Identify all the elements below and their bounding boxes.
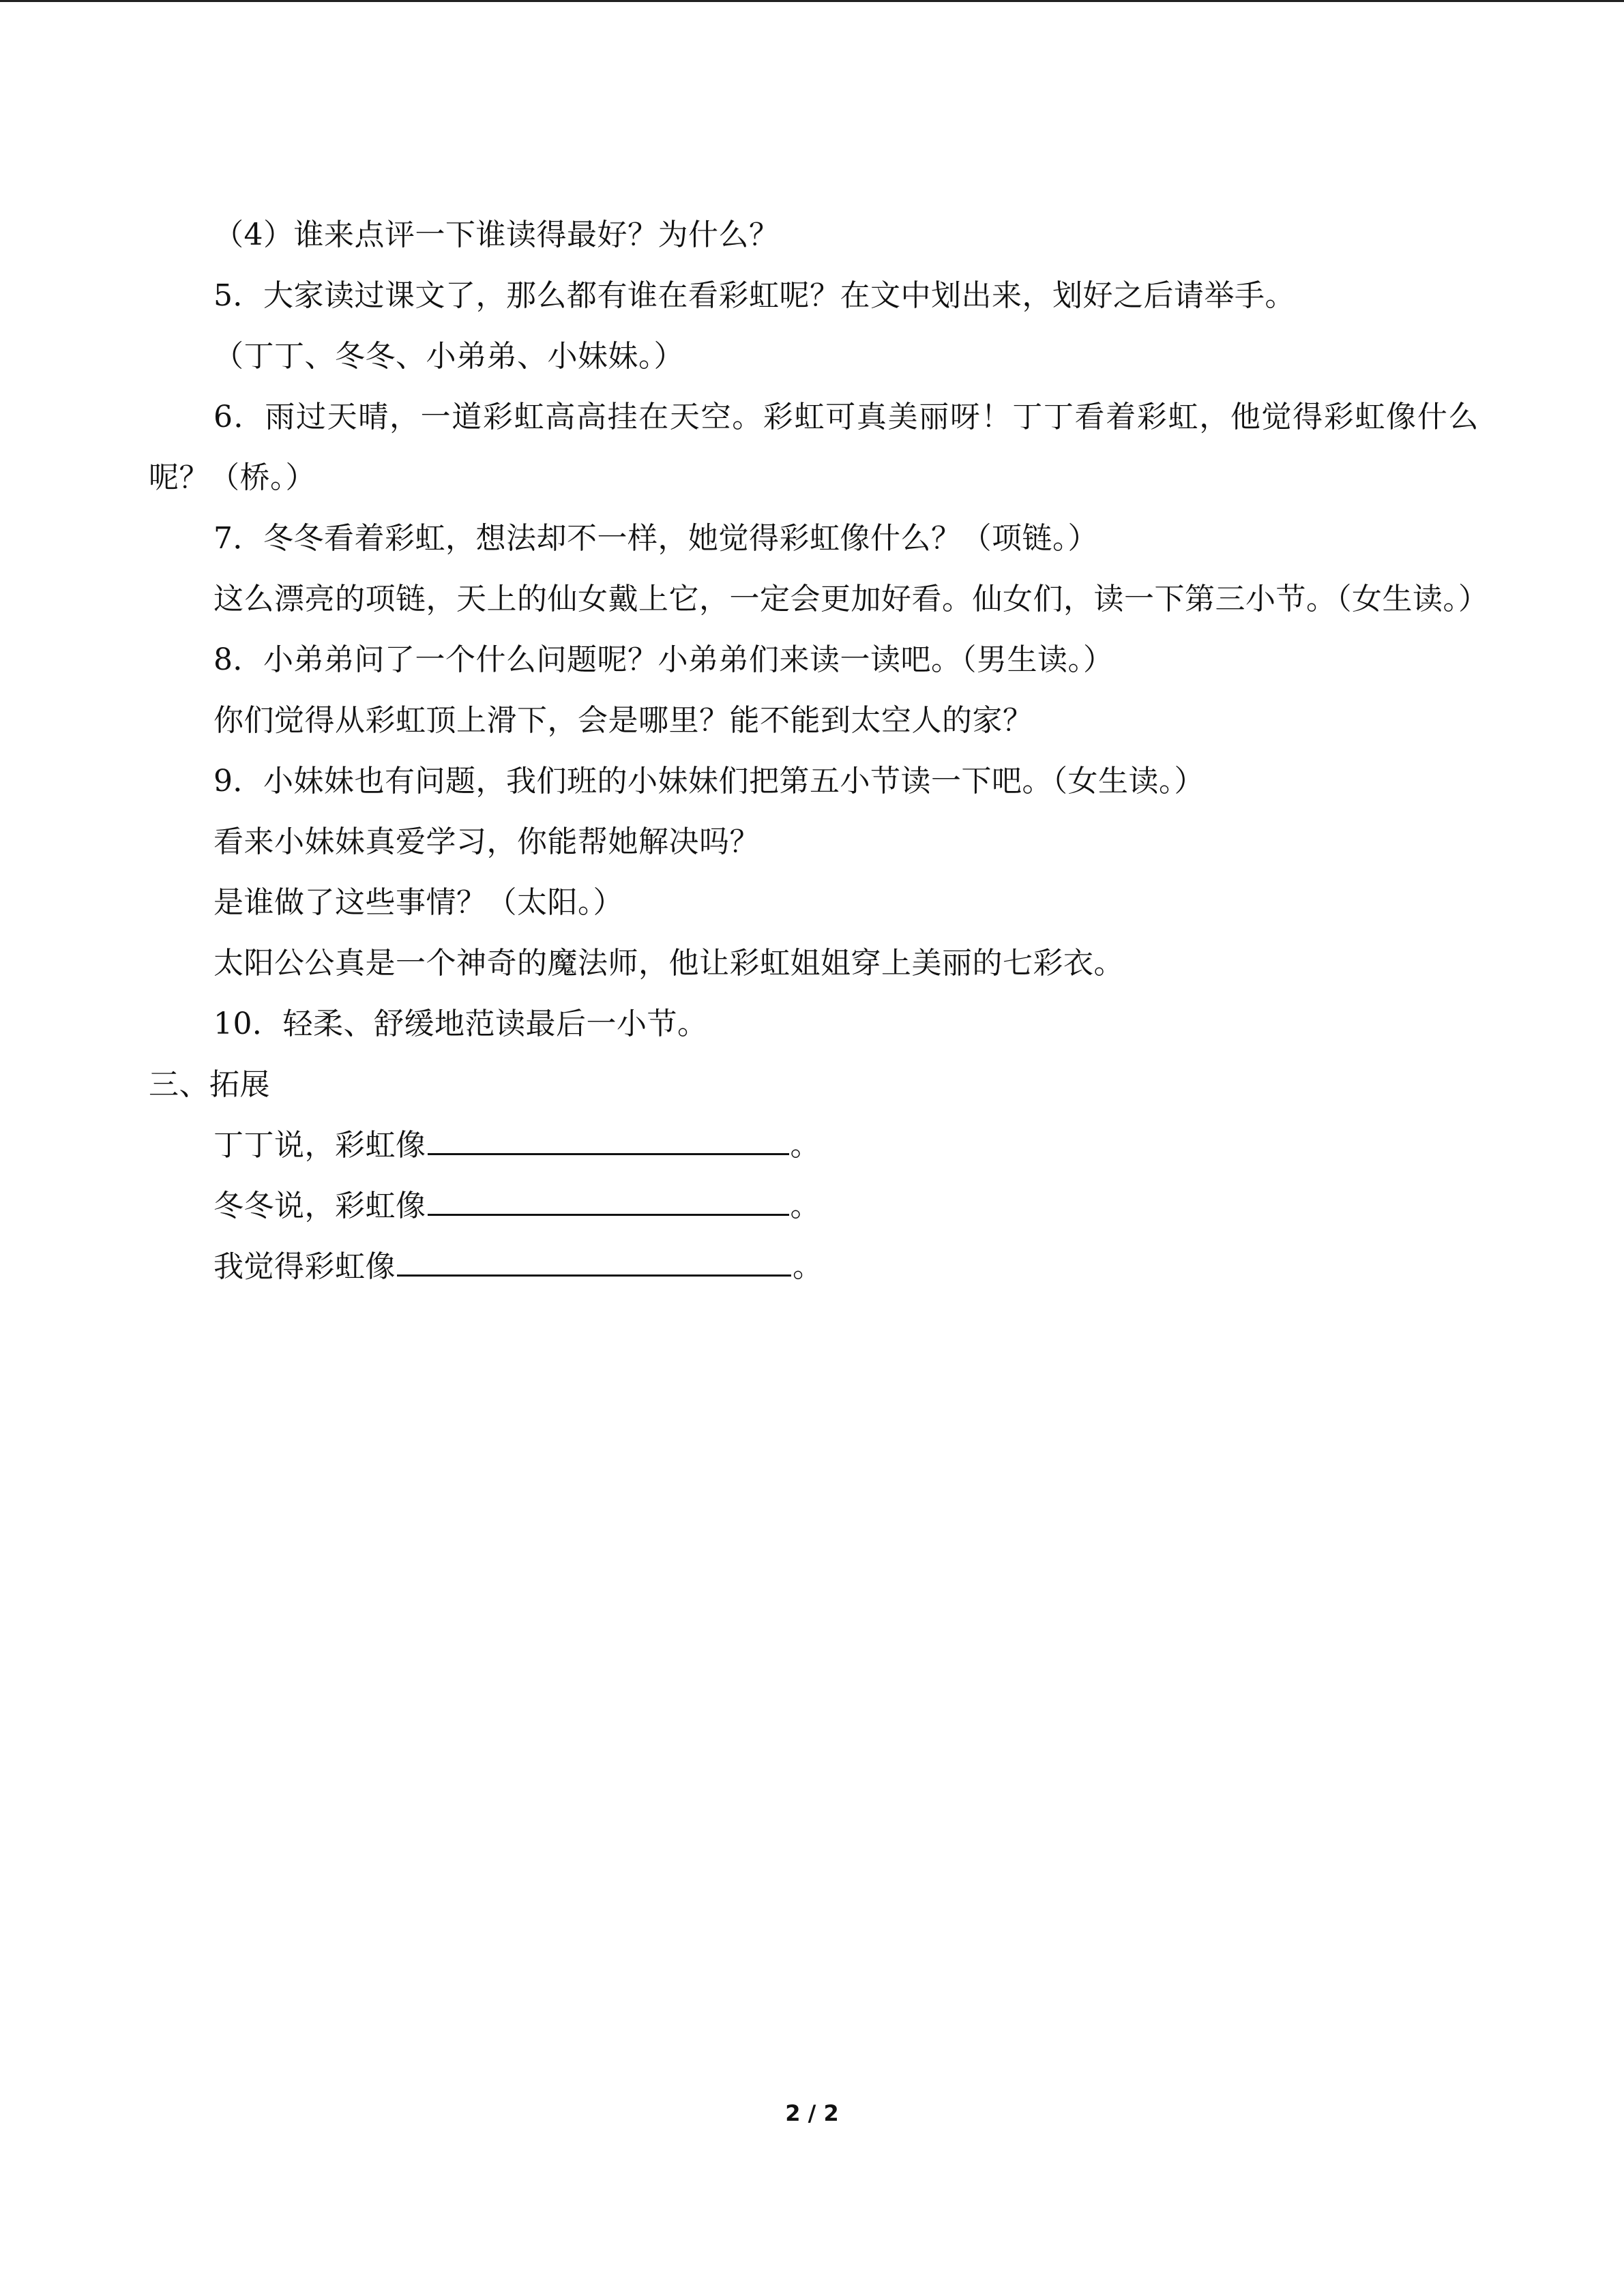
text-line-step-10: 10．轻柔、舒缓地范读最后一小节。: [213, 1007, 708, 1041]
answer-blank[interactable]: [428, 1187, 789, 1216]
fill-in-line-self: [149, 1236, 1479, 1297]
text-line-sun-magician: 太阳公公真是一个神奇的魔法师，他让彩虹姐姐穿上美丽的七彩衣。: [213, 946, 1124, 981]
fill-in-prompt: 我觉得彩虹像: [213, 1249, 396, 1284]
text-line-sun-question: 是谁做了这些事情？（太阳。）: [213, 885, 623, 920]
text-line-4-question: （4）谁来点评一下谁读得最好？为什么？: [213, 218, 780, 252]
document-page: [149, 205, 1489, 1297]
fill-in-period: 。: [790, 1189, 821, 1223]
fill-in-prompt: 丁丁说，彩虹像: [213, 1128, 426, 1163]
text-paragraph-necklace: 这么漂亮的项链，天上的仙女戴上它，一定会更加好看。仙女们，读一下第三小节。（女生读。）: [213, 582, 1489, 616]
text-paragraph-step-6: 6．雨过天晴，一道彩虹高高挂在天空。彩虹可真美丽呀！丁丁看着彩虹，他觉得彩虹像什么呢？（桥。）: [149, 400, 1479, 495]
text-line-step-8-question: 你们觉得从彩虹顶上滑下，会是哪里？能不能到太空人的家？: [213, 703, 1033, 738]
page-top-border: [0, 0, 1624, 2]
fill-in-line-dongdong: [149, 1176, 1479, 1236]
fill-in-period: 。: [790, 1128, 821, 1163]
text-line-step-9-question: 看来小妹妹真爱学习，你能帮她解决吗？: [213, 824, 760, 859]
text-line-step-5: 5．大家读过课文了，那么都有谁在看彩虹呢？在文中划出来，划好之后请举手。: [213, 278, 1295, 313]
text-line-step-5-answer: （丁丁、冬冬、小弟弟、小妹妹。）: [213, 339, 684, 374]
answer-blank[interactable]: [397, 1247, 791, 1277]
text-line-step-8: 8．小弟弟问了一个什么问题呢？小弟弟们来读一读吧。（男生读。）: [213, 642, 1114, 677]
fill-in-period: 。: [793, 1249, 823, 1284]
section-heading-extension: 三、拓展: [149, 1067, 270, 1102]
fill-in-line-dingding: [149, 1115, 1479, 1176]
answer-blank[interactable]: [428, 1126, 789, 1155]
text-line-step-7: 7．冬冬看着彩虹，想法却不一样，她觉得彩虹像什么？（项链。）: [213, 521, 1098, 556]
page-number: 2 / 2: [785, 2100, 839, 2126]
fill-in-prompt: 冬冬说，彩虹像: [213, 1189, 426, 1223]
text-line-step-9: 9．小妹妹也有问题，我们班的小妹妹们把第五小节读一下吧。（女生读。）: [213, 764, 1205, 799]
